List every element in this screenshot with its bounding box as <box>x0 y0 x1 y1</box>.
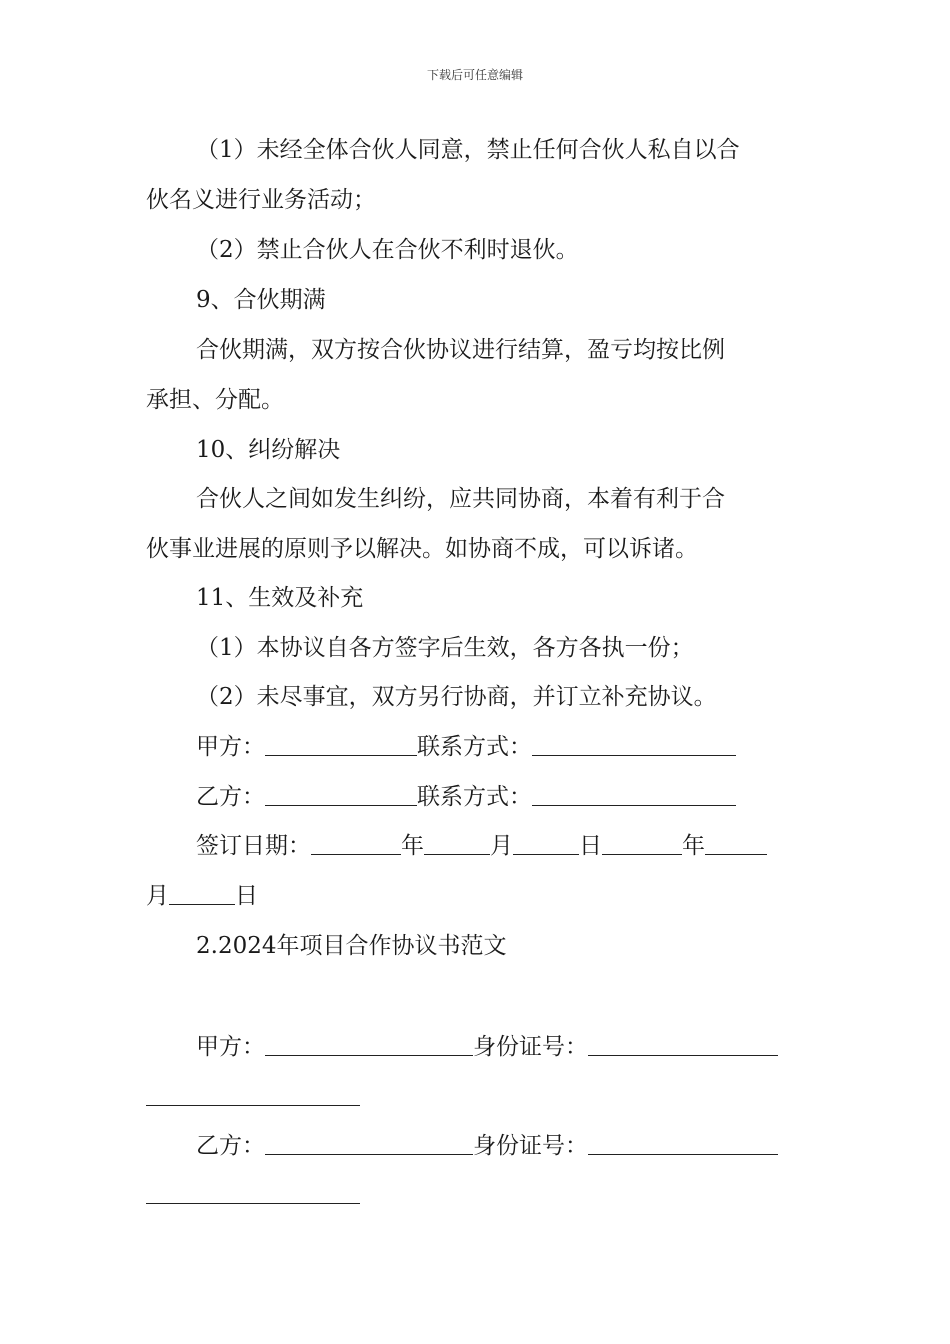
party-a-contact-row <box>196 732 736 762</box>
id-label: 身份证号： <box>473 1034 588 1060</box>
clause-8-2: （2）禁止合伙人在合伙不利时退伙。 <box>196 237 579 263</box>
heading-11: 11、生效及补充 <box>196 585 364 611</box>
clause-10-line2: 伙事业进展的原则予以解决。如协商不成，可以诉诸。 <box>146 536 698 562</box>
party-b-id-row <box>196 1131 778 1161</box>
party-b-id-blank-cont <box>146 1203 360 1204</box>
heading-10: 10、纠纷解决 <box>196 437 341 463</box>
month-blank <box>424 834 490 855</box>
year-label: 年 <box>401 833 424 859</box>
clause-11-2: （2）未尽事宜，双方另行协商，并订立补充协议。 <box>196 684 717 710</box>
page-header: 下载后可任意编辑 <box>426 68 523 82</box>
clause-11-1: （1）本协议自各方签字后生效，各方各执一份； <box>196 635 694 661</box>
party-a-id-row <box>196 1032 778 1062</box>
party-a-id-blank <box>588 1035 778 1056</box>
month-label-2: 月 <box>146 883 169 909</box>
contact-label: 联系方式： <box>417 734 532 760</box>
clause-9-line1: 合伙期满，双方按合伙协议进行结算，盈亏均按比例 <box>196 337 725 363</box>
party-b-name-blank <box>265 1134 473 1155</box>
day-blank <box>513 834 579 855</box>
party-a-contact-blank <box>532 735 736 756</box>
party-a-id-blank-cont <box>146 1105 360 1106</box>
heading-9: 9、合伙期满 <box>196 287 326 313</box>
party-b-blank <box>265 785 417 806</box>
party-a-label: 甲方： <box>196 1034 265 1060</box>
clause-10-line1: 合伙人之间如发生纠纷，应共同协商，本着有利于合 <box>196 486 725 512</box>
party-b-id-blank <box>588 1134 778 1155</box>
party-b-label: 乙方： <box>196 784 265 810</box>
day-blank-2 <box>169 884 235 905</box>
party-b-contact-blank <box>532 785 736 806</box>
clause-8-1-line1: （1）未经全体合伙人同意，禁止任何合伙人私自以合 <box>196 137 740 163</box>
year-blank <box>311 834 401 855</box>
clause-9-line2: 承担、分配。 <box>146 387 284 413</box>
party-a-blank <box>265 735 417 756</box>
contact-label: 联系方式： <box>417 784 532 810</box>
section-title-2: 2.2024年项目合作协议书范文 <box>196 933 507 959</box>
sign-date-row <box>196 831 767 861</box>
sign-date-label: 签订日期： <box>196 833 311 859</box>
month-blank-2 <box>705 834 767 855</box>
party-b-contact-row <box>196 782 736 812</box>
party-a-label: 甲方： <box>196 734 265 760</box>
sign-date-row-cont <box>146 881 258 911</box>
day-label-2: 日 <box>235 883 258 909</box>
day-label: 日 <box>579 833 602 859</box>
party-b-label: 乙方： <box>196 1133 265 1159</box>
party-a-name-blank <box>265 1035 473 1056</box>
id-label: 身份证号： <box>473 1133 588 1159</box>
month-label: 月 <box>490 833 513 859</box>
year-label-2: 年 <box>682 833 705 859</box>
year-blank-2 <box>602 834 682 855</box>
clause-8-1-line2: 伙名义进行业务活动； <box>146 187 376 213</box>
